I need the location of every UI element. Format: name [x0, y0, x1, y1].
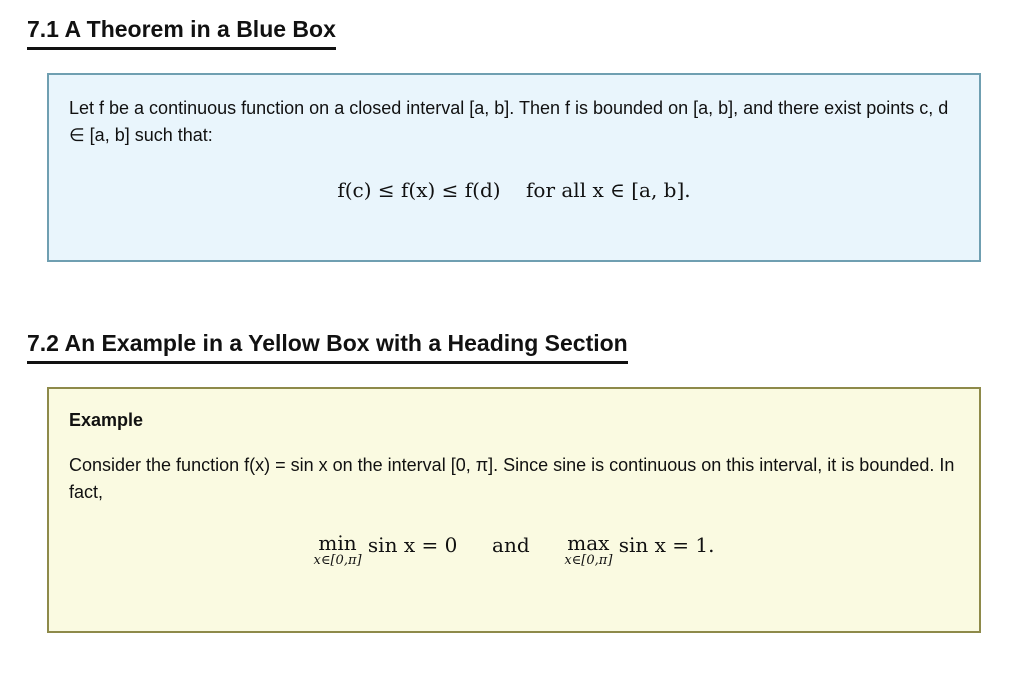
section-heading-theorem: 7.1 A Theorem in a Blue Box [27, 15, 336, 50]
max-expression: sin x = 1. [618, 533, 715, 557]
example-box [47, 387, 981, 633]
theorem-box [47, 73, 981, 262]
theorem-statement: Let f be a continuous function on a closed interval [a, b]. Then f is bounded on [a, b], and there exist points c, d ∈ [a, b] such that: [69, 98, 949, 145]
section-heading-example: 7.2 An Example in a Yellow Box with a Heading Section [27, 329, 628, 364]
min-operator-subscript: x∈[0,π] [313, 553, 362, 568]
max-operator-subscript: x∈[0,π] [564, 553, 613, 568]
min-operator-name: min [318, 531, 357, 555]
example-display-equation [49, 533, 979, 569]
max-operator-name: max [567, 531, 610, 555]
example-label: Example [69, 410, 144, 430]
min-expression: sin x = 0 [367, 533, 458, 557]
equation-connector: and [492, 533, 530, 557]
min-operator [314, 533, 362, 569]
theorem-display-equation: f(c) ≤ f(x) ≤ f(d) for all x ∈ [a, b]. [337, 178, 691, 202]
max-operator [564, 533, 612, 569]
example-text: Consider the function f(x) = sin x on the interval [0, π]. Since sine is continuous on this interval, it is bounded. In fact, [69, 455, 955, 502]
